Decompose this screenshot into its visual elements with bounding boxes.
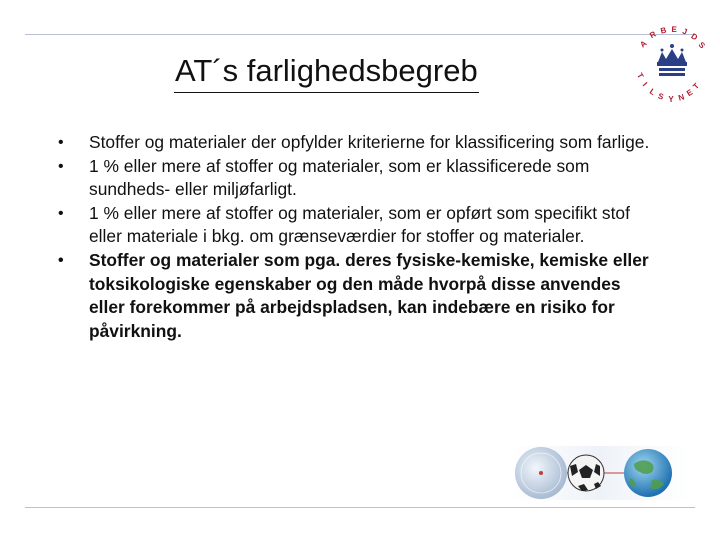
svg-text:N: N: [677, 92, 686, 103]
bullet-text: Stoffer og materialer der opfylder kriterierne for klassificering som farlige.: [89, 132, 650, 152]
earth-icon: [624, 449, 672, 497]
svg-text:E: E: [671, 24, 677, 35]
svg-text:Y: Y: [668, 95, 674, 104]
bullet-dot: •: [58, 204, 64, 222]
footer-decoration: [512, 442, 688, 504]
bullet-text: Stoffer og materialer som pga. deres fysiske-kemiske, kemiske eller toksikologiske egenskaber og den måde hvorpå disse anvendes eller forekommer på arbejdspladsen, kan indebære en risiko for påvirkning.: [89, 249, 649, 341]
soccer-ball-icon: [568, 455, 604, 491]
svg-text:D: D: [689, 31, 700, 43]
svg-text:S: S: [696, 40, 707, 51]
svg-text:T: T: [635, 71, 646, 81]
bullet-dot: •: [58, 157, 64, 175]
bullet-list: [58, 131, 658, 343]
arbejdstilsynet-logo: [628, 22, 716, 114]
bullet-item: [58, 202, 658, 249]
bullet-item: [58, 249, 658, 343]
svg-text:A: A: [638, 38, 649, 50]
svg-text:S: S: [656, 91, 665, 102]
bullet-dot: •: [58, 251, 64, 269]
svg-text:B: B: [659, 25, 668, 36]
crown-icon: [657, 44, 687, 76]
bullet-item: [58, 131, 658, 155]
svg-text:E: E: [685, 87, 695, 99]
bullet-item: [58, 155, 658, 202]
bullet-text: 1 % eller mere af stoffer og materialer, som er klassificerede som sundheds- eller miljøfarligt.: [89, 155, 590, 200]
svg-text:L: L: [647, 86, 657, 98]
bullet-text: 1 % eller mere af stoffer og materialer, som er opført som specifikt stof eller materiale i bkg. om grænseværdier for stoffer og materialer.: [89, 202, 630, 247]
globe-icon: [515, 447, 567, 499]
svg-text:R: R: [648, 29, 658, 41]
top-divider: [25, 34, 695, 35]
bottom-divider: [25, 507, 695, 508]
slide-title: AT´s farlighedsbegreb: [174, 51, 479, 93]
bullet-dot: •: [58, 134, 64, 151]
svg-text:T: T: [691, 81, 702, 92]
svg-text:I: I: [640, 80, 649, 89]
svg-text:J: J: [681, 26, 689, 37]
